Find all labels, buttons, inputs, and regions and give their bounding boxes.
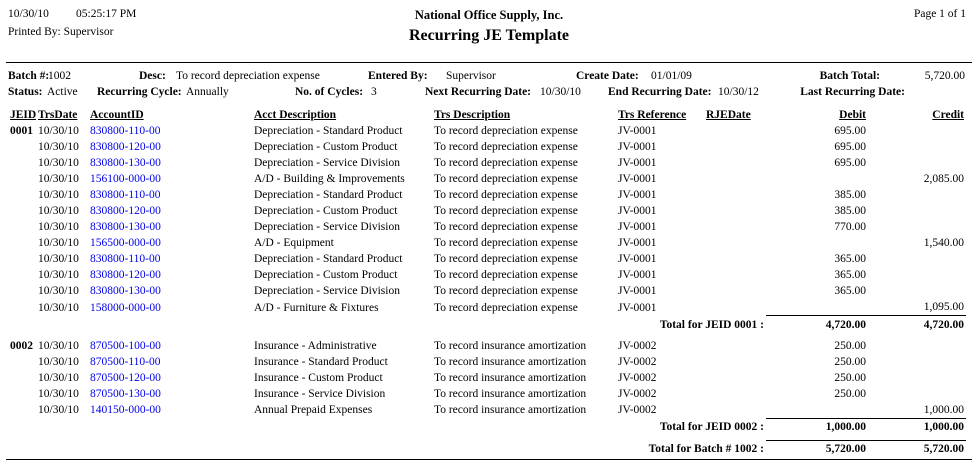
create-date-label: Create Date: [576,70,639,82]
cell-debit: 250.00 [834,355,866,368]
cell-debit: 770.00 [834,221,866,233]
cell-trs-desc: To record depreciation expense [434,189,578,201]
cell-jeid [8,370,36,386]
table-row [8,187,966,203]
cell-ref: JV-0001 [618,285,657,297]
table-row [8,283,966,299]
cell-account[interactable]: 158000-000-00 [90,301,161,314]
cell-rje-date [704,219,766,235]
cell-jeid: 0002 [10,339,33,352]
cell-date: 10/30/10 [38,285,79,297]
column-header-acct-description: Acct Description [254,109,337,121]
cell-ref: JV-0001 [618,189,657,201]
cell-credit: 1,095.00 [923,301,964,313]
cell-jeid [8,219,36,235]
total-label: Total for JEID 0001 : [659,318,764,331]
cell-credit [868,219,966,235]
batch-number-value: 1002 [48,70,71,82]
column-header-credit: Credit [932,109,964,121]
table-header-row [8,105,966,123]
table-row [8,171,966,187]
column-header-trs-description: Trs Description [434,109,511,121]
cell-trs-desc: To record insurance amortization [434,371,587,384]
cell-acct-desc: Insurance - Administrative [254,339,377,352]
batch-total-label: Batch Total: [819,70,880,82]
table-row [8,123,966,139]
cell-credit [868,187,966,203]
cell-ref: JV-0001 [618,141,657,153]
cell-rje-date [704,123,766,139]
table-row [8,235,966,251]
table-row [8,402,966,419]
table-row [8,139,966,155]
cell-debit: 365.00 [834,285,866,297]
cell-ref: JV-0002 [618,339,657,352]
cell-credit [868,283,966,299]
table-row [8,219,966,235]
cell-rje-date [704,354,766,370]
cell-trs-desc: To record depreciation expense [434,141,578,153]
cell-jeid [8,203,36,219]
cell-date: 10/30/10 [38,157,79,169]
table-row [8,354,966,370]
cell-account[interactable]: 870500-110-00 [90,355,161,368]
cell-credit [868,338,966,354]
cell-ref: JV-0002 [618,371,657,384]
cell-trs-desc: To record depreciation expense [434,125,578,137]
company-name: National Office Supply, Inc. [414,8,564,22]
table-row [8,203,966,219]
total-debit: 1,000.00 [766,418,868,435]
cell-rje-date [704,171,766,187]
cell-rje-date [704,402,766,419]
cell-credit [868,203,966,219]
cell-debit: 250.00 [834,387,866,400]
cell-acct-desc: Insurance - Service Division [254,387,386,400]
cell-jeid [8,299,36,316]
cell-trs-desc: To record depreciation expense [434,301,578,314]
cell-rje-date [704,386,766,402]
cell-date: 10/30/10 [38,253,79,265]
cell-jeid: 0001 [10,125,33,137]
cell-acct-desc: Depreciation - Standard Product [254,125,403,137]
cell-account[interactable]: 870500-130-00 [90,387,161,400]
cell-acct-desc: Depreciation - Standard Product [254,253,403,265]
cell-account[interactable]: 870500-120-00 [90,371,161,384]
cell-debit: 385.00 [834,205,866,217]
cell-jeid [8,187,36,203]
table-row [8,338,966,354]
cell-account[interactable]: 156100-000-00 [90,173,161,185]
total-credit: 4,720.00 [868,316,966,333]
cell-acct-desc: Insurance - Standard Product [254,355,388,368]
je-table-body [8,123,966,457]
cell-credit: 1,540.00 [923,237,964,249]
entered-by-label: Entered By: [368,70,428,82]
cell-date: 10/30/10 [38,173,79,185]
cell-rje-date [704,187,766,203]
cell-date: 10/30/10 [38,339,79,352]
report-title: Recurring JE Template [409,27,569,44]
bottom-divider [6,459,972,460]
cell-debit [766,171,868,187]
cell-debit: 695.00 [834,141,866,153]
cell-ref: JV-0001 [618,221,657,233]
cell-jeid [8,251,36,267]
cell-ref: JV-0001 [618,269,657,281]
next-recurring-value: 10/30/10 [540,86,581,98]
cell-date: 10/30/10 [38,221,79,233]
cell-acct-desc: Depreciation - Service Division [254,221,400,233]
cell-trs-desc: To record insurance amortization [434,404,587,416]
cell-rje-date [704,283,766,299]
cell-acct-desc: A/D - Equipment [254,237,334,249]
cell-rje-date [704,155,766,171]
column-header-jeid: JEID [10,109,36,121]
batch-total-row [8,440,966,457]
je-table [8,105,966,457]
cell-date: 10/30/10 [38,355,79,368]
cell-account[interactable]: 870500-100-00 [90,339,161,352]
end-recurring-value: 10/30/12 [718,86,759,98]
cell-jeid [8,386,36,402]
cell-trs-desc: To record depreciation expense [434,157,578,169]
cell-account[interactable]: 156500-000-00 [90,237,161,249]
status-value: Active [47,86,78,98]
create-date-value: 01/01/09 [651,70,692,82]
cycles-value: 3 [371,86,377,98]
cell-credit [868,267,966,283]
batch-number-label: Batch #: [8,70,50,82]
cell-debit: 695.00 [834,157,866,169]
cell-debit: 250.00 [834,371,866,384]
jeid-total-row [8,316,966,333]
total-credit: 1,000.00 [868,418,966,435]
cell-account[interactable]: 830800-110-00 [90,189,161,201]
cell-jeid [8,139,36,155]
cell-account[interactable]: 140150-000-00 [90,404,161,416]
cell-credit [868,251,966,267]
report-header [0,0,978,62]
total-label: Total for Batch # 1002 : [648,443,764,455]
cell-credit [868,155,966,171]
desc-value: To record depreciation expense [176,70,320,82]
cell-trs-desc: To record depreciation expense [434,237,578,249]
cell-acct-desc: Depreciation - Custom Product [254,141,398,153]
cell-date: 10/30/10 [38,189,79,201]
report-date: 10/30/10 [8,8,49,20]
cell-date: 10/30/10 [38,141,79,153]
page-indicator: Page 1 of 1 [913,8,966,20]
cell-trs-desc: To record insurance amortization [434,387,587,400]
cell-rje-date [704,251,766,267]
cell-trs-desc: To record depreciation expense [434,253,578,265]
cell-credit: 1,000.00 [923,403,964,416]
status-label: Status: [8,86,43,98]
last-recurring-label: Last Recurring Date: [800,86,905,98]
cell-trs-desc: To record insurance amortization [434,355,587,368]
table-row [8,267,966,283]
cell-acct-desc: Depreciation - Custom Product [254,269,398,281]
cell-rje-date [704,267,766,283]
cell-jeid [8,235,36,251]
cell-acct-desc: Depreciation - Custom Product [254,205,398,217]
cell-trs-desc: To record depreciation expense [434,269,578,281]
cell-debit [766,299,868,316]
column-header-trs-reference: Trs Reference [618,109,687,121]
cell-account[interactable]: 830800-130-00 [90,157,161,169]
recurring-cycle-label: Recurring Cycle: [97,86,182,98]
cell-date: 10/30/10 [38,205,79,217]
table-row [8,386,966,402]
cell-rje-date [704,235,766,251]
cell-acct-desc: Depreciation - Standard Product [254,189,403,201]
table-row [8,299,966,316]
column-header-debit: Debit [839,109,866,121]
total-debit: 4,720.00 [766,316,868,333]
cell-ref: JV-0002 [618,404,657,416]
entered-by-value: Supervisor [446,70,496,82]
cell-date: 10/30/10 [38,387,79,400]
cell-account[interactable]: 830800-110-00 [90,253,161,265]
cell-account[interactable]: 830800-130-00 [90,285,161,297]
cell-trs-desc: To record depreciation expense [434,285,578,297]
total-debit: 5,720.00 [766,440,868,457]
table-row [8,251,966,267]
cell-debit: 365.00 [834,253,866,265]
cell-trs-desc: To record depreciation expense [434,205,578,217]
cell-acct-desc: Annual Prepaid Expenses [254,404,373,416]
cell-debit: 385.00 [834,189,866,201]
desc-label: Desc: [139,70,166,82]
cell-acct-desc: Depreciation - Service Division [254,285,400,297]
jeid-total-row [8,418,966,435]
cell-date: 10/30/10 [38,371,79,384]
cell-date: 10/30/10 [38,237,79,249]
recurring-cycle-value: Annually [186,86,229,98]
cell-ref: JV-0001 [618,205,657,217]
cell-credit [868,386,966,402]
cell-trs-desc: To record insurance amortization [434,339,587,352]
cell-debit: 250.00 [834,339,866,352]
cell-ref: JV-0001 [618,301,657,314]
cell-rje-date [704,370,766,386]
batch-total-value: 5,720.00 [924,70,965,82]
next-recurring-label: Next Recurring Date: [425,86,532,98]
cell-jeid [8,171,36,187]
cell-date: 10/30/10 [38,269,79,281]
cell-credit [868,370,966,386]
cell-acct-desc: Insurance - Custom Product [254,371,383,384]
column-header-trsdate: TrsDate [38,109,78,121]
cell-ref: JV-0001 [618,253,657,265]
cell-credit [868,354,966,370]
cell-acct-desc: A/D - Furniture & Fixtures [254,301,379,314]
table-row [8,370,966,386]
report-time: 05:25:17 PM [76,8,137,20]
cell-rje-date [704,299,766,316]
cell-ref: JV-0001 [618,237,657,249]
cell-acct-desc: Depreciation - Service Division [254,157,400,169]
total-credit: 5,720.00 [868,440,966,457]
cell-ref: JV-0001 [618,125,657,137]
cell-trs-desc: To record depreciation expense [434,221,578,233]
cell-date: 10/30/10 [38,125,79,137]
cell-rje-date [704,338,766,354]
cell-jeid [8,283,36,299]
column-header-rjedate: RJEDate [706,109,751,121]
cell-account[interactable]: 830800-120-00 [90,269,161,281]
cell-debit [766,402,868,419]
cell-trs-desc: To record depreciation expense [434,173,578,185]
printed-by: Printed By: Supervisor [8,26,114,38]
cell-date: 10/30/10 [38,301,79,314]
cycles-label: No. of Cycles: [295,86,364,98]
cell-jeid [8,155,36,171]
cell-date: 10/30/10 [38,404,79,416]
cell-jeid [8,402,36,419]
cell-rje-date [704,203,766,219]
cell-account[interactable]: 830800-120-00 [90,205,161,217]
cell-jeid [8,354,36,370]
batch-header [0,63,978,105]
cell-account[interactable]: 830800-110-00 [90,125,161,137]
cell-account[interactable]: 830800-130-00 [90,221,161,233]
cell-account[interactable]: 830800-120-00 [90,141,161,153]
cell-credit [868,139,966,155]
cell-ref: JV-0001 [618,157,657,169]
total-label: Total for JEID 0002 : [659,421,764,433]
cell-ref: JV-0002 [618,355,657,368]
cell-debit [766,235,868,251]
cell-credit: 2,085.00 [923,173,964,185]
cell-rje-date [704,139,766,155]
cell-acct-desc: A/D - Building & Improvements [254,173,405,185]
end-recurring-label: End Recurring Date: [608,86,712,98]
cell-credit [868,123,966,139]
cell-debit: 365.00 [834,269,866,281]
table-row [8,155,966,171]
column-header-accountid: AccountID [90,109,144,121]
cell-ref: JV-0002 [618,387,657,400]
cell-ref: JV-0001 [618,173,657,185]
cell-jeid [8,267,36,283]
cell-debit: 695.00 [834,125,866,137]
